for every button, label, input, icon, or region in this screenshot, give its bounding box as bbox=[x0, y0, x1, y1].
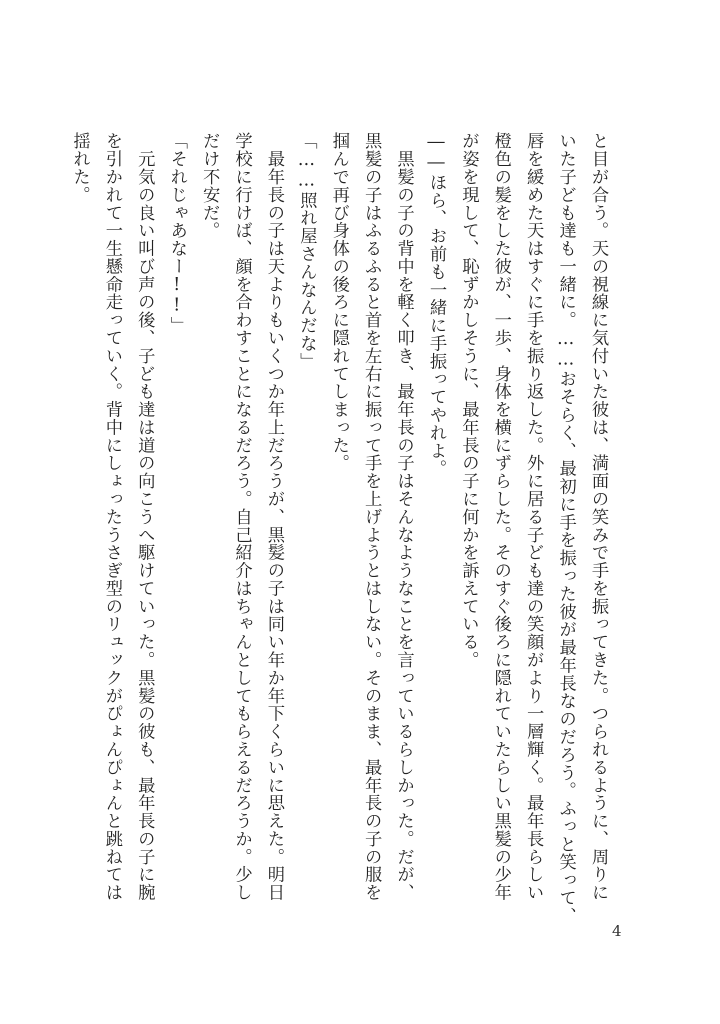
text-line: 最年長の子は天よりもいくつか年上だろうが、黒髪の子は同い年か年下くらいに思えた。明日 bbox=[263, 132, 284, 902]
text-line: 唇を緩めた天はすぐに手を振り返した。外に居る子ども達の笑顔がより一層輝く。最年長らしい bbox=[523, 132, 544, 902]
text-line: 元気の良い叫び声の後、子ども達は道の向こうへ駆けていった。黒髪の彼も、最年長の子に腕 bbox=[134, 132, 155, 902]
text-line: 黒髪の子の背中を軽く叩き、最年長の子はそんなようなことを言っているらしかった。だが、 bbox=[393, 132, 414, 902]
text-line: が姿を現して、恥ずかしそうに、最年長の子に何かを訴えている。 bbox=[458, 132, 479, 669]
text-line: と目が合う。天の視線に気付いた彼は、満面の笑みで手を振ってきた。つられるように、周りに bbox=[588, 132, 608, 902]
text-line: 「……照れ屋さんなんだな」 bbox=[296, 132, 317, 370]
body-text bbox=[63, 132, 614, 925]
text-line: 黒髪の子はふるふると首を左右に振って手を上げようとはしない。そのまま、最年長の子の服を bbox=[361, 132, 382, 902]
text-line: 橙色の髪をした彼が、一歩、身体を横にずらした。そのすぐ後ろに隠れていたらしい黒髪の少年 bbox=[490, 132, 511, 902]
text-line: 掴んで再び身体の後ろに隠れてしまった。 bbox=[328, 132, 349, 472]
text-line: 揺れた。 bbox=[69, 132, 90, 204]
text-line: いた子ども達も一緒に。……おそらく、最初に手を振った彼が最年長なのだろう。ふっと笑って、 bbox=[555, 132, 576, 925]
text-line: を引かれて一生懸命走っていく。背中にしょったうさぎ型のリュックがぴょんぴょんと跳ねては bbox=[101, 132, 122, 902]
text-line: ――ほら、お前も一緒に手振ってやれよ。 bbox=[425, 132, 446, 478]
text-line: 「それじゃあなー!!」 bbox=[166, 132, 187, 335]
text-line: だけ不安だ。 bbox=[199, 132, 220, 240]
page-number: 4 bbox=[612, 922, 622, 940]
text-line: 学校に行けば、顔を合わすことになるだろう。自己紹介はちゃんとしてもらえるだろうか。少し bbox=[231, 132, 252, 902]
